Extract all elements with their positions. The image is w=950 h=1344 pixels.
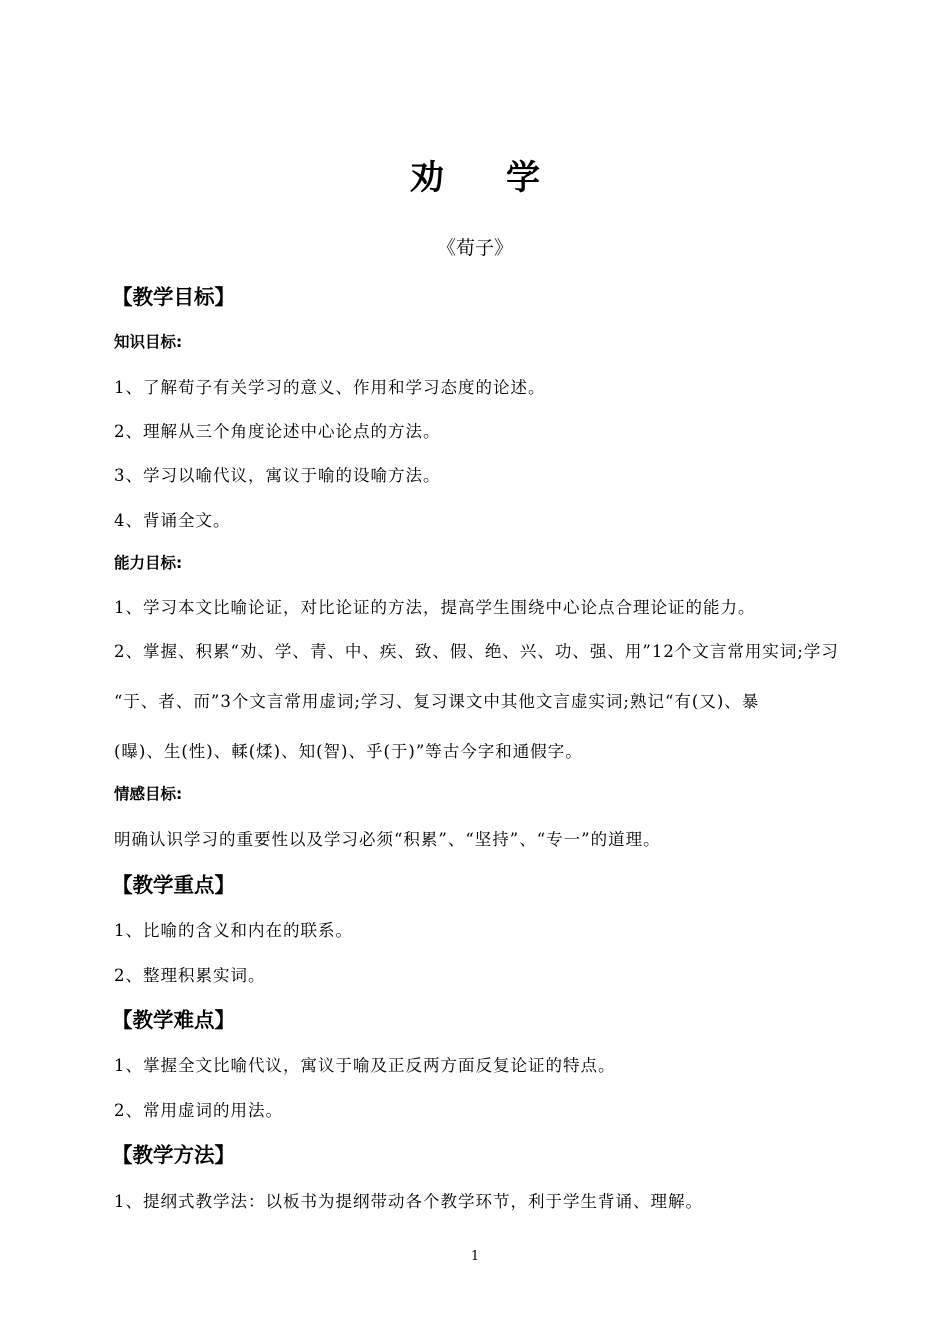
knowledge-item: 1、了解荀子有关学习的意义、作用和学习态度的论述。 (114, 378, 546, 397)
section-heading-objectives: 【教学目标】 (112, 285, 235, 309)
key-point-item: 2、整理积累实词。 (114, 966, 266, 985)
page-number: 1 (470, 1249, 480, 1264)
emotion-item: 明确认识学习的重要性以及学习必须“积累”、“坚持”、“专一”的道理。 (114, 830, 661, 849)
ability-item-line: 2、掌握、积累“劝、学、青、中、疾、致、假、绝、兴、功、强、用”12个文言常用实词;学习 (114, 642, 839, 661)
key-point-item: 1、比喻的含义和内在的联系。 (114, 921, 353, 940)
difficulty-item: 2、常用虚词的用法。 (114, 1101, 283, 1120)
subheading-ability: 能力目标: (114, 554, 183, 572)
ability-item-line: (曝)、生(性)、輮(煣)、知(智)、乎(于)”等古今字和通假字。 (114, 742, 583, 761)
section-heading-methods: 【教学方法】 (112, 1143, 235, 1167)
section-heading-difficulties: 【教学难点】 (112, 1008, 235, 1032)
subheading-knowledge: 知识目标: (114, 333, 183, 351)
knowledge-item: 3、学习以喻代议，寓议于喻的设喻方法。 (114, 466, 441, 485)
document-author: 《荀子》 (436, 237, 513, 259)
ability-item: 1、学习本文比喻论证，对比论证的方法，提高学生围绕中心论点合理论证的能力。 (114, 598, 756, 617)
subheading-emotion: 情感目标: (114, 785, 183, 803)
section-heading-key-points: 【教学重点】 (112, 873, 235, 897)
knowledge-item: 4、背诵全文。 (114, 511, 231, 530)
ability-item-line: “于、者、而”3个文言常用虚词;学习、复习课文中其他文言虚实词;熟记“有(又)、暴 (114, 692, 760, 711)
knowledge-item: 2、理解从三个角度论述中心论点的方法。 (114, 422, 441, 441)
document-title: 劝学 (410, 158, 602, 198)
difficulty-item: 1、掌握全文比喻代议，寓议于喻及正反两方面反复论证的特点。 (114, 1056, 616, 1075)
method-item: 1、提纲式教学法：以板书为提纲带动各个教学环节，利于学生背诵、理解。 (114, 1192, 703, 1211)
